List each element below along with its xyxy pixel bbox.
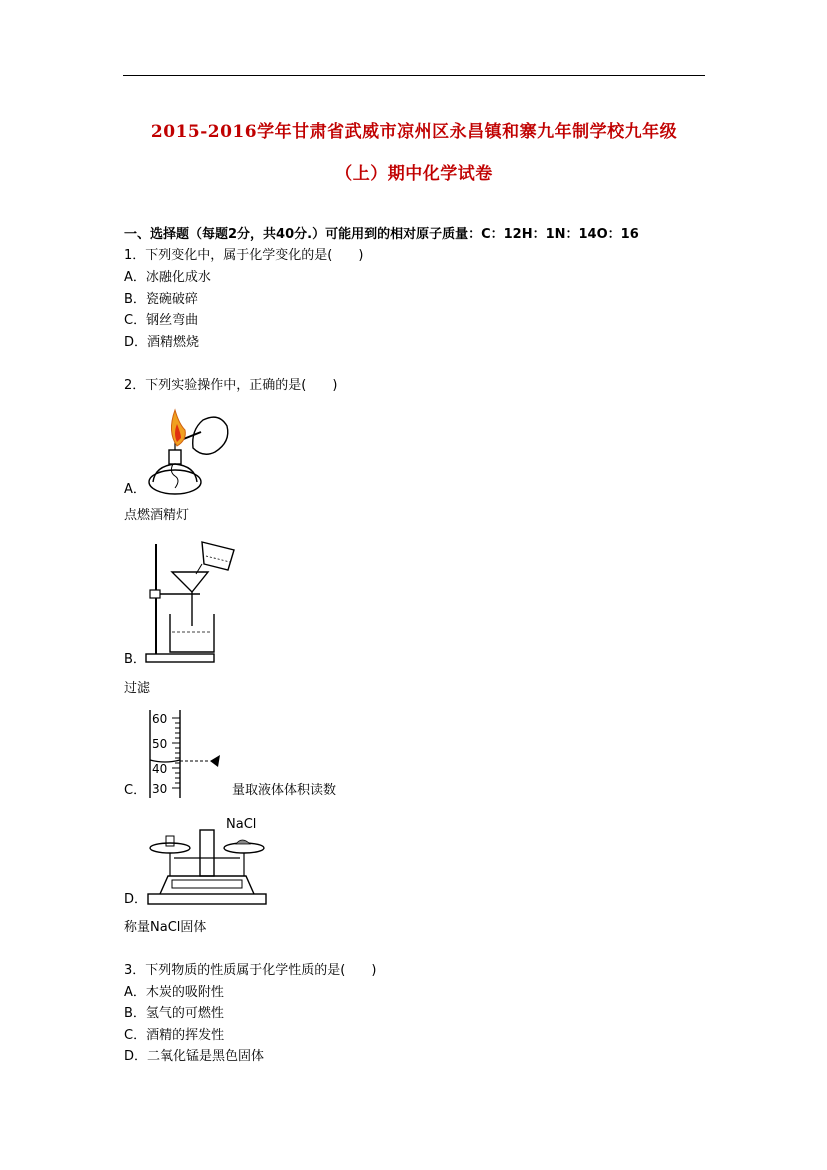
q3-stem: 3．下列物质的性质属于化学性质的是( ) [124,963,377,978]
filtration-figure [142,536,242,666]
q2-option-c-caption: 量取液体体积读数 [232,783,337,798]
exam-title-line1: 2015-2016学年甘肃省武威市凉州区永昌镇和寨九年制学校九年级 [150,122,678,142]
graduated-cylinder-figure [146,708,236,800]
q2-option-d-caption: 称量NaCl固体 [124,920,207,935]
eye-icon [210,755,220,767]
q2-option-a-letter: A． [124,482,146,497]
balance-figure [146,814,270,908]
q1-option-a: A．冰融化成水 [124,270,211,285]
scale-label-40: 40 [152,762,168,776]
nacl-label: NaCl [226,817,257,832]
q1-option-d: D．酒精燃烧 [124,335,200,350]
header-rule [123,75,705,76]
q2-stem: 2．下列实验操作中，正确的是( ) [124,378,338,393]
q1-option-c: C．钢丝弯曲 [124,313,199,328]
q2-option-b-caption: 过滤 [124,681,151,696]
q3-option-b: B．氢气的可燃性 [124,1006,224,1021]
q2-option-b-letter: B． [124,652,146,667]
q3-option-d: D．二氧化锰是黑色固体 [124,1049,265,1064]
alcohol-lamp-figure [145,402,235,498]
q2-option-a-caption: 点燃酒精灯 [124,508,190,523]
q2-option-d-letter: D． [124,892,148,907]
section-heading: 一、选择题（每题2分，共40分.）可能用到的相对原子质量：C：12H：1N：14O：16 [124,227,639,242]
scale-label-60: 60 [152,712,168,726]
q1-option-b: B．瓷碗破碎 [124,292,198,307]
q3-option-c: C．酒精的挥发性 [124,1028,225,1043]
scale-label-30: 30 [152,782,168,796]
q2-option-c-letter: C． [124,783,147,798]
q1-stem: 1．下列变化中，属于化学变化的是( ) [124,248,364,263]
q3-option-a: A．木炭的吸附性 [124,985,224,1000]
scale-label-50: 50 [152,737,168,751]
exam-title-line2: （上）期中化学试卷 [335,164,493,184]
